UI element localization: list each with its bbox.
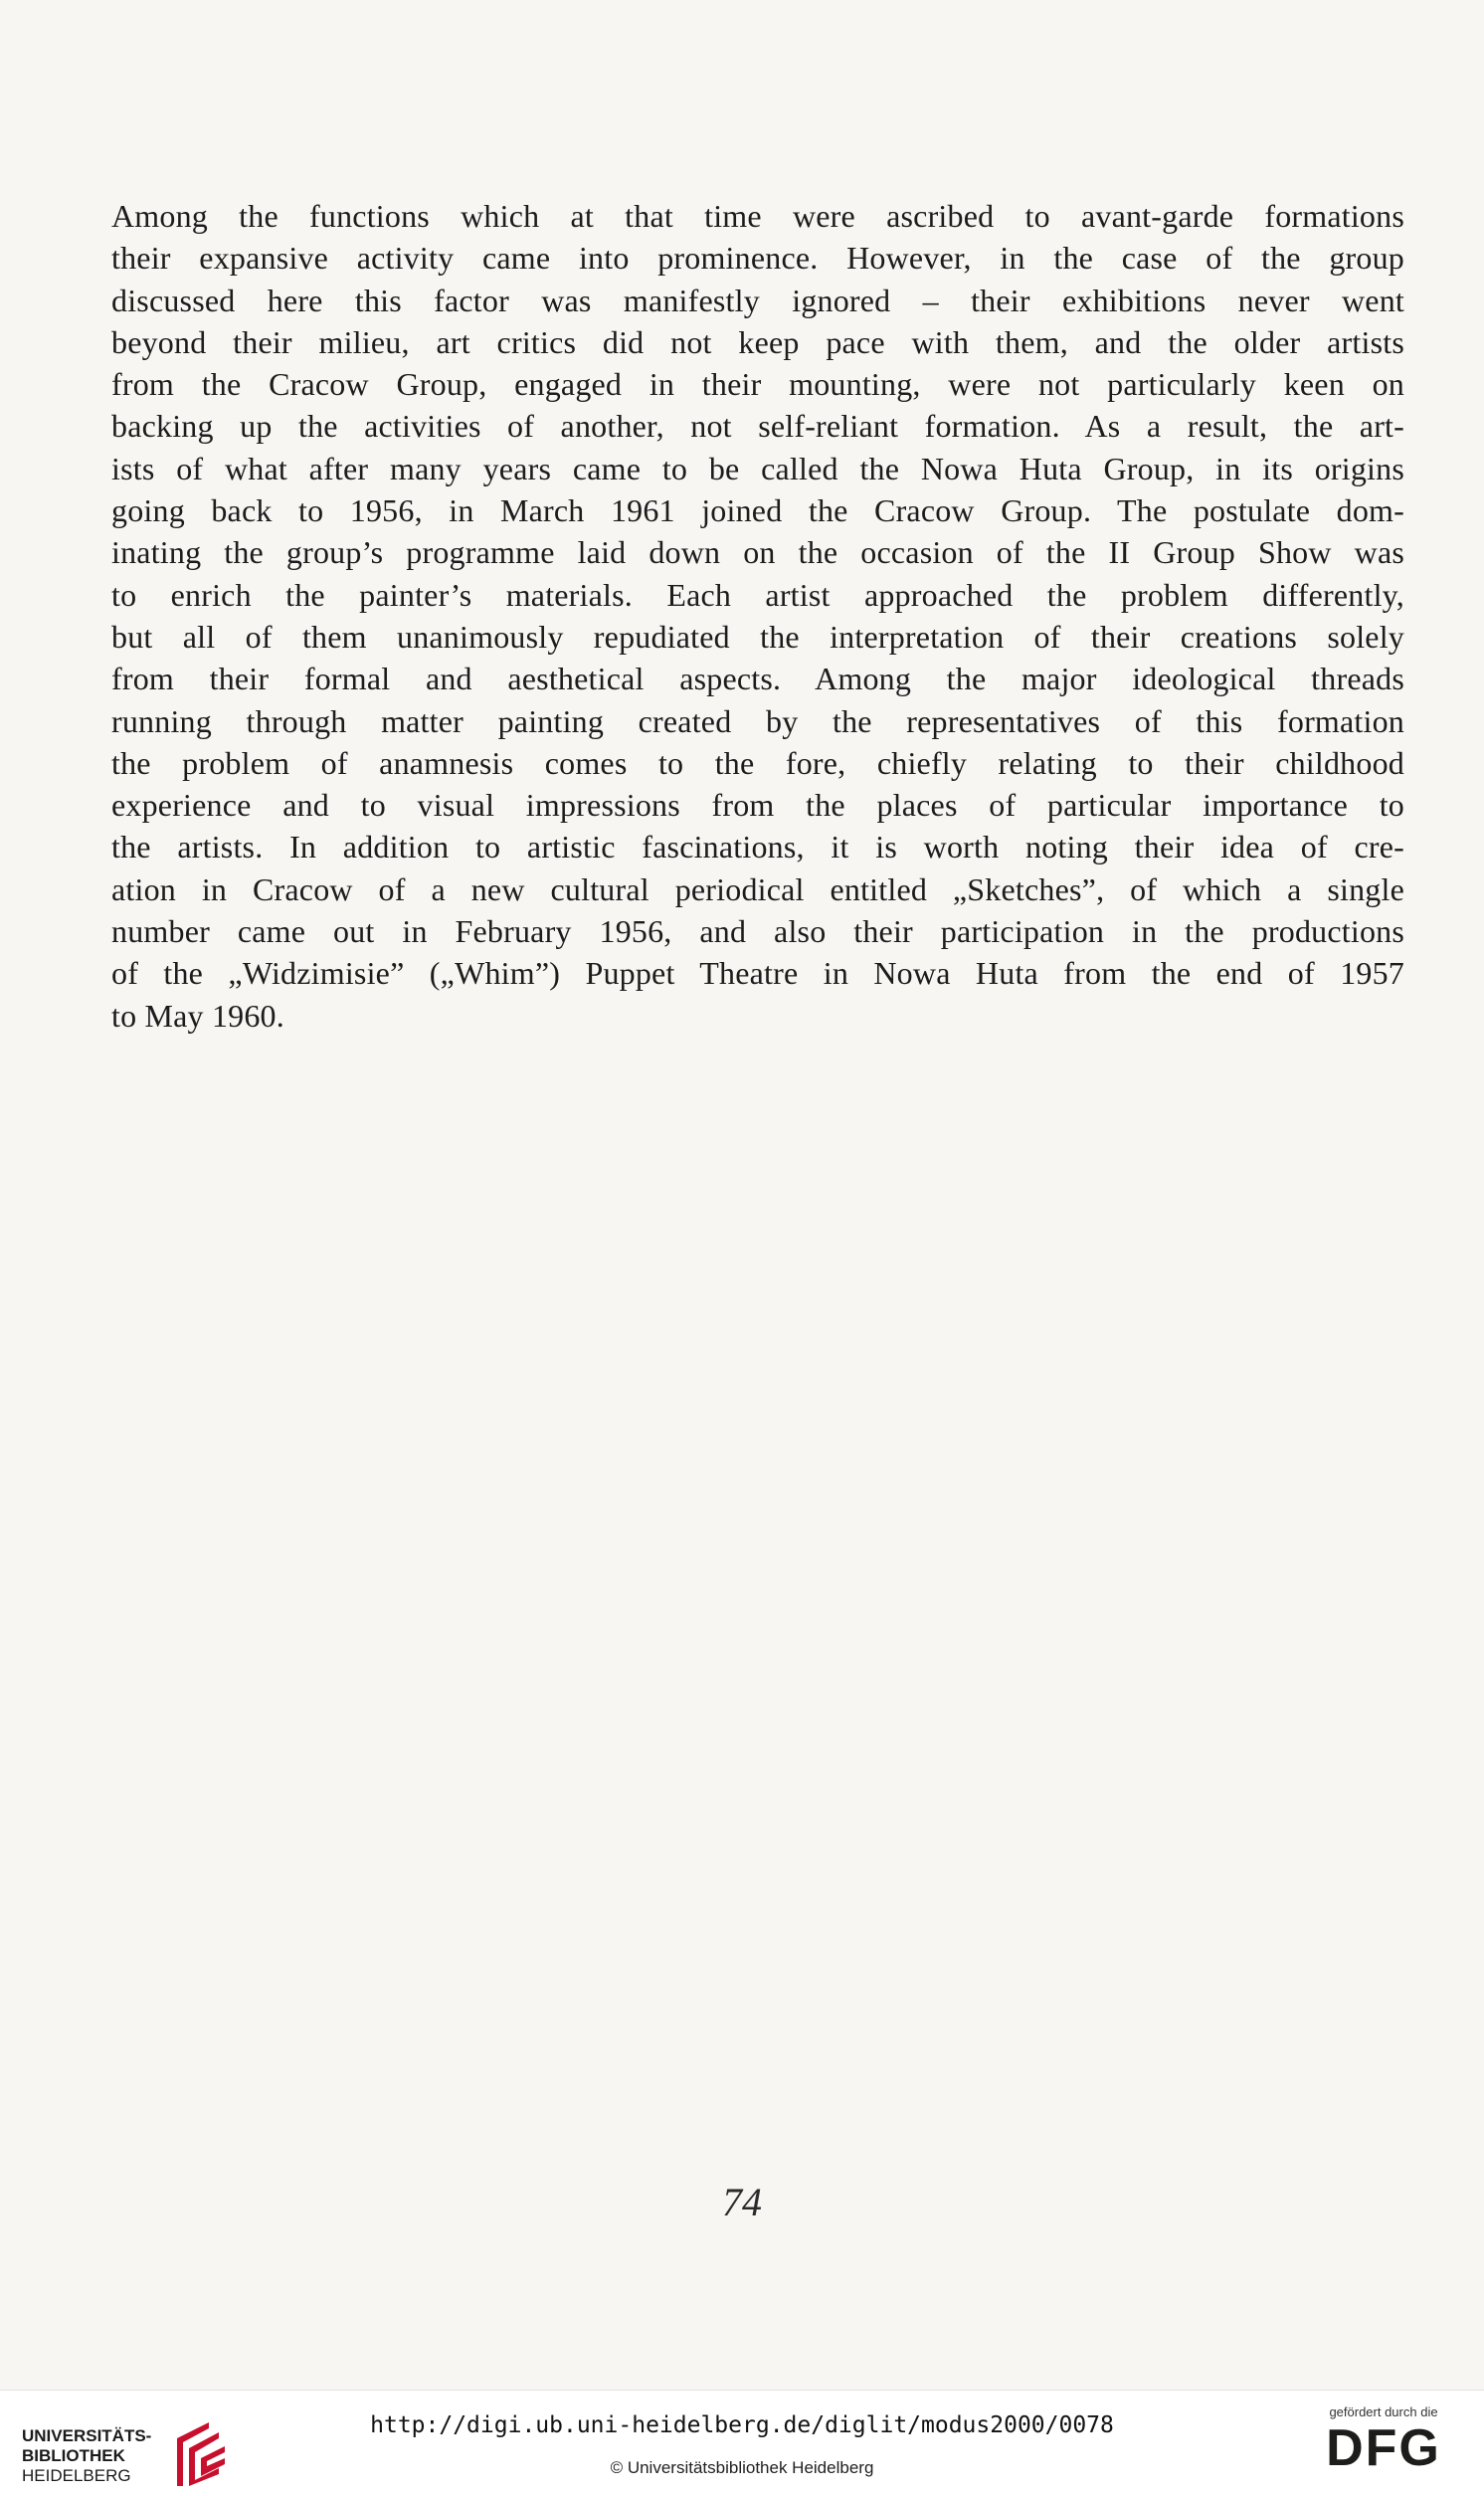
- body-text: [111, 195, 1404, 1037]
- text-line: to May 1960.: [111, 997, 284, 1034]
- text-line: number came out in February 1956, and also their participation in the productions: [111, 913, 1404, 950]
- text-line: their expansive activity came into prominence. However, in the case of the group: [111, 240, 1404, 277]
- library-name-line: BIBLIOTHEK: [22, 2446, 125, 2465]
- copyright-text: © Universitätsbibliothek Heidelberg: [610, 2458, 874, 2477]
- text-line: backing up the activities of another, not self-reliant formation. As a result, the art-: [111, 408, 1404, 445]
- text-line: ists of what after many years came to be called the Nowa Huta Group, in its origins: [111, 450, 1404, 486]
- source-url-link[interactable]: http://digi.ub.uni-heidelberg.de/diglit/modus2000/0078: [370, 2412, 1114, 2438]
- text-line: to enrich the painter’s materials. Each artist approached the problem differently,: [111, 576, 1404, 613]
- library-name-line: HEIDELBERG: [22, 2466, 131, 2485]
- text-line: going back to 1956, in March 1961 joined the Cracow Group. The postulate dom-: [111, 492, 1404, 529]
- text-line: of the „Widzimisie” („Whim”) Puppet Theatre in Nowa Huta from the end of 1957: [111, 955, 1404, 992]
- text-line: beyond their milieu, art critics did not keep pace with them, and the older artists: [111, 323, 1404, 360]
- page-number: 74: [722, 2180, 762, 2224]
- text-line: Among the functions which at that time were ascribed to avant-garde formations: [111, 198, 1404, 234]
- text-line: the problem of anamnesis comes to the fore, chiefly relating to their childhood: [111, 744, 1404, 781]
- funding-logo[interactable]: [1309, 2404, 1458, 2475]
- text-line: the artists. In addition to artistic fascinations, it is worth noting their idea of cre-: [111, 829, 1404, 865]
- text-line: running through matter painting created by the representatives of this formation: [111, 702, 1404, 739]
- footer: [0, 2390, 1484, 2496]
- text-line: ation in Cracow of a new cultural periodical entitled „Sketches”, of which a single: [111, 870, 1404, 907]
- library-name-line: UNIVERSITÄTS-: [22, 2426, 152, 2445]
- text-line: experience and to visual impressions from the places of particular importance to: [111, 787, 1404, 824]
- text-line: inating the group’s programme laid down on the occasion of the II Group Show was: [111, 534, 1404, 571]
- text-line: from their formal and aesthetical aspects. Among the major ideological threads: [111, 661, 1404, 697]
- funding-note: gefördert durch die: [1329, 2404, 1438, 2419]
- dfg-logo-text: DFG: [1326, 2419, 1441, 2477]
- text-line: from the Cracow Group, engaged in their mounting, were not particularly keen on: [111, 366, 1404, 403]
- text-line: but all of them unanimously repudiated the interpretation of their creations solely: [111, 618, 1404, 655]
- text-line: discussed here this factor was manifestly ignored – their exhibitions never went: [111, 282, 1404, 318]
